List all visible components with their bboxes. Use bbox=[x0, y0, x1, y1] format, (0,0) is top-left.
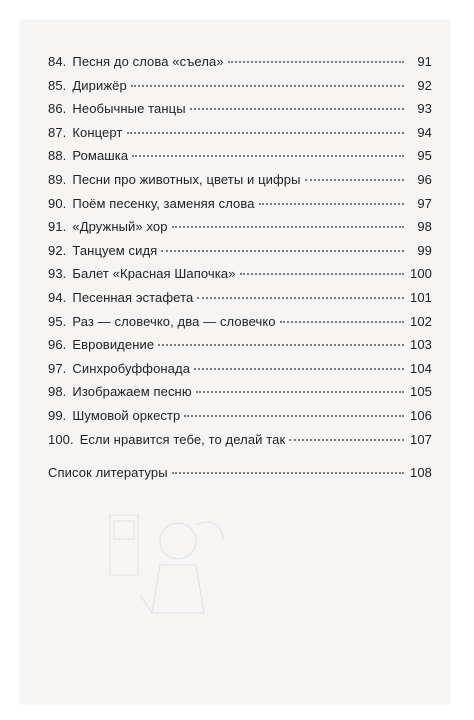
toc-entry-title: Если нравится тебе, то делай так bbox=[79, 431, 286, 447]
toc-entry-title: Шумовой оркестр bbox=[72, 407, 181, 423]
toc-entry-title: Танцуем сидя bbox=[72, 242, 158, 258]
toc-entry-number: 99. bbox=[48, 407, 67, 423]
dot-leader bbox=[305, 179, 404, 181]
toc-entry bbox=[48, 337, 432, 361]
dot-leader bbox=[184, 415, 404, 417]
toc-entry-title: Песни про животных, цветы и цифры bbox=[72, 171, 301, 187]
toc-entry-title: Концерт bbox=[72, 124, 123, 140]
section-gap bbox=[48, 455, 432, 465]
toc-entry-number: 97. bbox=[48, 360, 67, 376]
dot-leader bbox=[289, 439, 404, 441]
toc-entry bbox=[48, 54, 432, 78]
toc-entry-number: 92. bbox=[48, 242, 67, 258]
toc-entry-title: Необычные танцы bbox=[72, 101, 186, 117]
toc-entry-number: 88. bbox=[48, 148, 67, 164]
toc-entry-number: 91. bbox=[48, 219, 67, 235]
toc-entry-title: Поём песенку, заменяя слова bbox=[72, 195, 255, 211]
toc-entry bbox=[48, 243, 432, 267]
toc-entry-title: Балет «Красная Шапочка» bbox=[72, 266, 236, 282]
toc-entry-page: 103 bbox=[410, 337, 432, 353]
toc-entry bbox=[48, 432, 432, 456]
toc-entry-page: 93 bbox=[417, 101, 432, 117]
toc-entry bbox=[48, 314, 432, 338]
toc-entry-number: 90. bbox=[48, 195, 67, 211]
toc-entry-page: 98 bbox=[417, 219, 432, 235]
toc-entry bbox=[48, 172, 432, 196]
toc-entry-page: 91 bbox=[417, 54, 432, 69]
dot-leader bbox=[190, 108, 404, 110]
toc-entry-page: 94 bbox=[417, 124, 432, 140]
toc-entry bbox=[48, 408, 432, 432]
toc-entry bbox=[48, 125, 432, 149]
toc-entry-number: 89. bbox=[48, 171, 67, 187]
toc-entry-page: 97 bbox=[417, 195, 432, 211]
toc-entry-title: Песенная эстафета bbox=[72, 289, 194, 305]
toc-entry-number: 96. bbox=[48, 337, 67, 353]
toc-entry bbox=[48, 219, 432, 243]
toc-entry-page: 99 bbox=[417, 242, 432, 258]
toc-entry bbox=[48, 148, 432, 172]
toc-entry-number: 95. bbox=[48, 313, 67, 329]
dot-leader bbox=[259, 203, 404, 205]
toc-entry-title: Песня до слова «съела» bbox=[72, 54, 224, 69]
toc-entry bbox=[48, 290, 432, 314]
dot-leader bbox=[158, 344, 404, 346]
toc-entry-page: 102 bbox=[410, 313, 432, 329]
toc-entry-page: 104 bbox=[410, 360, 432, 376]
toc-entry-page: 101 bbox=[410, 289, 432, 305]
bleed-through-illustration bbox=[100, 495, 240, 635]
toc-entry-page: 92 bbox=[417, 77, 432, 93]
toc-entry-page: 105 bbox=[410, 384, 432, 400]
toc-entry bbox=[48, 361, 432, 385]
toc-entry-number: 87. bbox=[48, 124, 67, 140]
dot-leader bbox=[132, 155, 404, 157]
toc-entry-title: Ромашка bbox=[72, 148, 129, 164]
toc-entry-bibliography bbox=[48, 465, 432, 489]
toc-entry-page: 96 bbox=[417, 171, 432, 187]
toc-entry-title: Дирижёр bbox=[72, 77, 127, 93]
dot-leader bbox=[172, 226, 404, 228]
toc-entry-title: «Дружный» хор bbox=[72, 219, 168, 235]
toc-entry-title: Евровидение bbox=[72, 337, 155, 353]
toc-entry bbox=[48, 78, 432, 102]
toc-entry-number: 86. bbox=[48, 101, 67, 117]
toc-entry-number: 94. bbox=[48, 289, 67, 305]
dot-leader bbox=[161, 250, 404, 252]
dot-leader bbox=[228, 61, 404, 63]
toc-entry-page: 106 bbox=[410, 407, 432, 423]
toc-entry-number: 84. bbox=[48, 54, 67, 69]
toc-entry-number: 85. bbox=[48, 77, 67, 93]
toc-entry bbox=[48, 384, 432, 408]
toc-entry-page: 108 bbox=[410, 465, 432, 481]
toc-entry-title: Синхробуффонада bbox=[72, 360, 191, 376]
toc-entry-page: 107 bbox=[410, 431, 432, 447]
dot-leader bbox=[127, 132, 405, 134]
toc-entry bbox=[48, 266, 432, 290]
dot-leader bbox=[196, 391, 404, 393]
toc-entry-number: 93. bbox=[48, 266, 67, 282]
dot-leader bbox=[131, 85, 404, 87]
toc-entry-title: Изображаем песню bbox=[72, 384, 192, 400]
dot-leader bbox=[280, 321, 404, 323]
toc-entry bbox=[48, 101, 432, 125]
table-of-contents bbox=[48, 54, 432, 489]
dot-leader bbox=[172, 472, 404, 474]
dot-leader bbox=[197, 297, 404, 299]
dot-leader bbox=[240, 273, 404, 275]
toc-entry-title: Список литературы bbox=[48, 465, 168, 481]
toc-entry-number: 98. bbox=[48, 384, 67, 400]
toc-entry-number: 100. bbox=[48, 431, 74, 447]
book-page bbox=[20, 20, 450, 704]
toc-entry-page: 100 bbox=[410, 266, 432, 282]
toc-entry bbox=[48, 196, 432, 220]
toc-entry-title: Раз — словечко, два — словечко bbox=[72, 313, 276, 329]
dot-leader bbox=[194, 368, 404, 370]
toc-entry-page: 95 bbox=[417, 148, 432, 164]
